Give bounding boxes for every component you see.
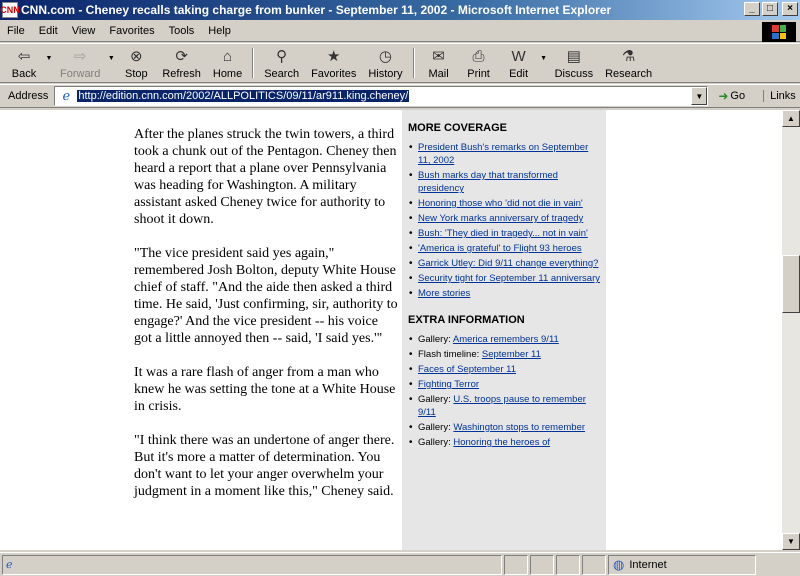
menu-view[interactable]: View — [71, 24, 96, 37]
address-input[interactable] — [54, 86, 708, 106]
home-button[interactable] — [207, 44, 248, 82]
research-icon: ⚗ — [621, 48, 636, 65]
list-item — [408, 242, 600, 255]
search-button[interactable] — [258, 44, 305, 82]
page-icon: ℯ — [62, 88, 71, 103]
forward-button[interactable] — [54, 44, 106, 82]
go-label: Go — [730, 90, 746, 102]
item-prefix: Gallery: — [418, 334, 453, 345]
menu-bar — [0, 20, 800, 42]
ie-page-icon: CNN — [2, 2, 18, 18]
status-text-pane — [2, 555, 502, 575]
status-cell — [530, 555, 554, 575]
item-prefix: Gallery: — [418, 394, 454, 405]
search-label: Search — [264, 68, 300, 80]
list-item — [408, 287, 600, 300]
mail-label: Mail — [428, 68, 449, 80]
menu-help[interactable]: Help — [208, 24, 231, 37]
list-item — [408, 141, 600, 167]
refresh-button[interactable] — [156, 44, 207, 82]
search-icon: ⚲ — [276, 48, 288, 65]
article-paragraph: After the planes struck the twin towers, a third took a chunk out of the Pentagon. Cheney then heard a report that a plane over Pennsylvania was heading for Washington. A military assistant asked Cheney twice for authority to shoot it down. — [134, 127, 397, 227]
list-item — [408, 436, 600, 449]
menu-tools[interactable]: Tools — [168, 24, 195, 37]
list-item — [408, 169, 600, 195]
title-bar — [0, 0, 800, 20]
extra-information-heading: EXTRA INFORMATION — [408, 314, 525, 326]
extra-information-list — [408, 333, 600, 449]
close-button[interactable]: × — [782, 2, 798, 16]
address-label: Address — [8, 90, 49, 102]
mail-icon: ✉ — [432, 48, 445, 65]
edit-dropdown-arrow[interactable]: ▼ — [540, 54, 548, 62]
article-paragraph: "The vice president said yes again," remembered Josh Bolton, deputy White House chief of staff. "And the aide then asked a third time. He said, 'Just confirming, sir, authority to engage?' And the vice president -- his voice got a little annoyed then -- said, 'I said yes.'" — [134, 246, 398, 346]
forward-dropdown-arrow[interactable]: ▼ — [107, 54, 115, 62]
story-link[interactable]: New York marks anniversary of tragedy — [418, 213, 584, 224]
status-cell — [504, 555, 528, 575]
window-controls — [744, 2, 798, 16]
edit-word-icon: W — [511, 47, 526, 65]
research-button[interactable] — [599, 44, 658, 82]
gallery-link[interactable]: Washington stops to remember — [453, 422, 586, 433]
toolbar-separator — [413, 48, 415, 78]
story-link[interactable]: President Bush's remarks on September 11, 2002 — [418, 142, 589, 166]
timeline-link[interactable]: September 11 — [481, 349, 541, 360]
story-link[interactable]: Security tight for September 11 anniversary — [418, 273, 600, 284]
page-done-icon: ℯ — [6, 559, 13, 571]
minimize-button[interactable]: _ — [744, 2, 760, 16]
history-button[interactable] — [362, 44, 408, 82]
list-item — [408, 333, 600, 346]
story-link[interactable]: Bush: 'They died in tragedy... not in vain' — [418, 228, 588, 239]
sidebar — [402, 110, 606, 550]
list-item — [408, 272, 600, 285]
scroll-down-button[interactable]: ▼ — [782, 533, 800, 550]
story-link[interactable]: Garrick Utley: Did 9/11 change everything? — [418, 258, 599, 269]
status-bar — [0, 552, 800, 576]
article-paragraph: "I think there was an undertone of anger there. But it's more a matter of determination. You don't want to let your anger overwhelm your judgment in a moment like this," Cheney said. — [134, 433, 395, 499]
home-icon: ⌂ — [223, 47, 233, 65]
page-viewport — [0, 110, 782, 550]
discuss-icon: ▤ — [566, 48, 581, 65]
more-stories-link[interactable]: More stories — [418, 288, 471, 299]
window-title: CNN.com - Cheney recalls taking charge from bunker - September 11, 2002 - Microsoft Internet Explorer — [21, 3, 612, 17]
favorites-label: Favorites — [311, 68, 357, 80]
status-cell — [556, 555, 580, 575]
gallery-link[interactable]: America remembers 9/11 — [452, 334, 559, 345]
standard-toolbar — [0, 43, 800, 83]
refresh-label: Refresh — [162, 68, 201, 80]
stop-label: Stop — [125, 68, 148, 80]
story-link[interactable]: Bush marks day that transformed presidency — [418, 170, 558, 194]
forward-arrow-icon: ⇨ — [73, 48, 87, 65]
menu-favorites[interactable]: Favorites — [109, 24, 155, 37]
list-item — [408, 363, 600, 376]
list-item — [408, 421, 600, 434]
list-item — [408, 212, 600, 225]
favorites-button[interactable] — [305, 44, 362, 82]
menu-file[interactable]: File — [7, 24, 25, 37]
more-coverage-heading: MORE COVERAGE — [408, 122, 508, 134]
home-label: Home — [212, 68, 243, 80]
item-prefix: Gallery: — [418, 437, 454, 448]
scroll-up-button[interactable]: ▲ — [782, 110, 800, 127]
history-icon: ◷ — [378, 48, 392, 65]
article-paragraph: It was a rare flash of anger from a man who knew he was setting the tone at a White House in crisis. — [134, 365, 396, 414]
faces-link[interactable]: Faces of September 11 — [418, 364, 517, 375]
gallery-link[interactable]: Honoring the heroes of — [453, 437, 551, 448]
history-label: History — [368, 68, 403, 80]
gallery-link[interactable]: U.S. troops pause to remember 9/11 — [418, 394, 586, 418]
scroll-thumb[interactable] — [782, 255, 800, 313]
toolbar-separator — [252, 48, 254, 78]
print-button[interactable] — [459, 44, 499, 82]
windows-logo-throbber — [762, 22, 796, 42]
back-dropdown-arrow[interactable]: ▼ — [45, 54, 53, 62]
go-button[interactable] — [718, 89, 745, 103]
edit-label: Edit — [509, 68, 529, 80]
edit-button[interactable] — [499, 44, 539, 82]
stop-button[interactable] — [116, 44, 156, 82]
print-label: Print — [467, 68, 490, 80]
list-item — [408, 348, 600, 361]
favorites-icon: ★ — [326, 48, 341, 65]
list-item — [408, 197, 600, 210]
forward-label: Forward — [60, 68, 101, 80]
story-link[interactable]: 'America is grateful' to Flight 93 heroes — [418, 243, 582, 254]
windows-flag-icon — [772, 25, 786, 39]
story-link[interactable]: Honoring those who 'did not die in vain' — [418, 198, 583, 209]
research-label: Research — [605, 68, 653, 80]
address-bar — [0, 84, 800, 108]
security-zone — [608, 555, 756, 575]
go-arrow-icon: ➜ — [718, 89, 729, 103]
zone-label: Internet — [629, 558, 667, 571]
print-icon: ⎙ — [472, 47, 485, 65]
refresh-icon: ⟳ — [175, 48, 188, 65]
item-prefix: Flash timeline: — [418, 349, 482, 360]
globe-icon: ◍ — [613, 556, 625, 572]
vertical-scrollbar[interactable] — [782, 110, 800, 550]
menu-edit[interactable]: Edit — [38, 24, 58, 37]
item-prefix: Gallery: — [418, 422, 454, 433]
status-cell — [582, 555, 606, 575]
back-arrow-icon: ⇦ — [17, 48, 31, 65]
fighting-terror-link[interactable]: Fighting Terror — [418, 379, 480, 390]
article-body — [134, 126, 398, 517]
list-item — [408, 393, 600, 419]
more-coverage-list — [408, 141, 600, 300]
list-item — [408, 227, 600, 240]
maximize-button[interactable]: □ — [762, 2, 778, 16]
list-item — [408, 257, 600, 270]
stop-icon: ⊗ — [130, 48, 143, 65]
back-button[interactable] — [4, 44, 44, 82]
address-dropdown-button[interactable]: ▼ — [691, 87, 707, 105]
back-label: Back — [11, 68, 37, 80]
list-item — [408, 378, 600, 391]
links-toolbar-button[interactable]: Links — [763, 90, 796, 102]
discuss-button[interactable] — [549, 44, 600, 82]
address-url[interactable]: http://edition.cnn.com/2002/ALLPOLITICS/09/11/ar911.king.cheney/ — [78, 90, 409, 102]
discuss-label: Discuss — [554, 68, 594, 80]
mail-button[interactable] — [419, 44, 459, 82]
